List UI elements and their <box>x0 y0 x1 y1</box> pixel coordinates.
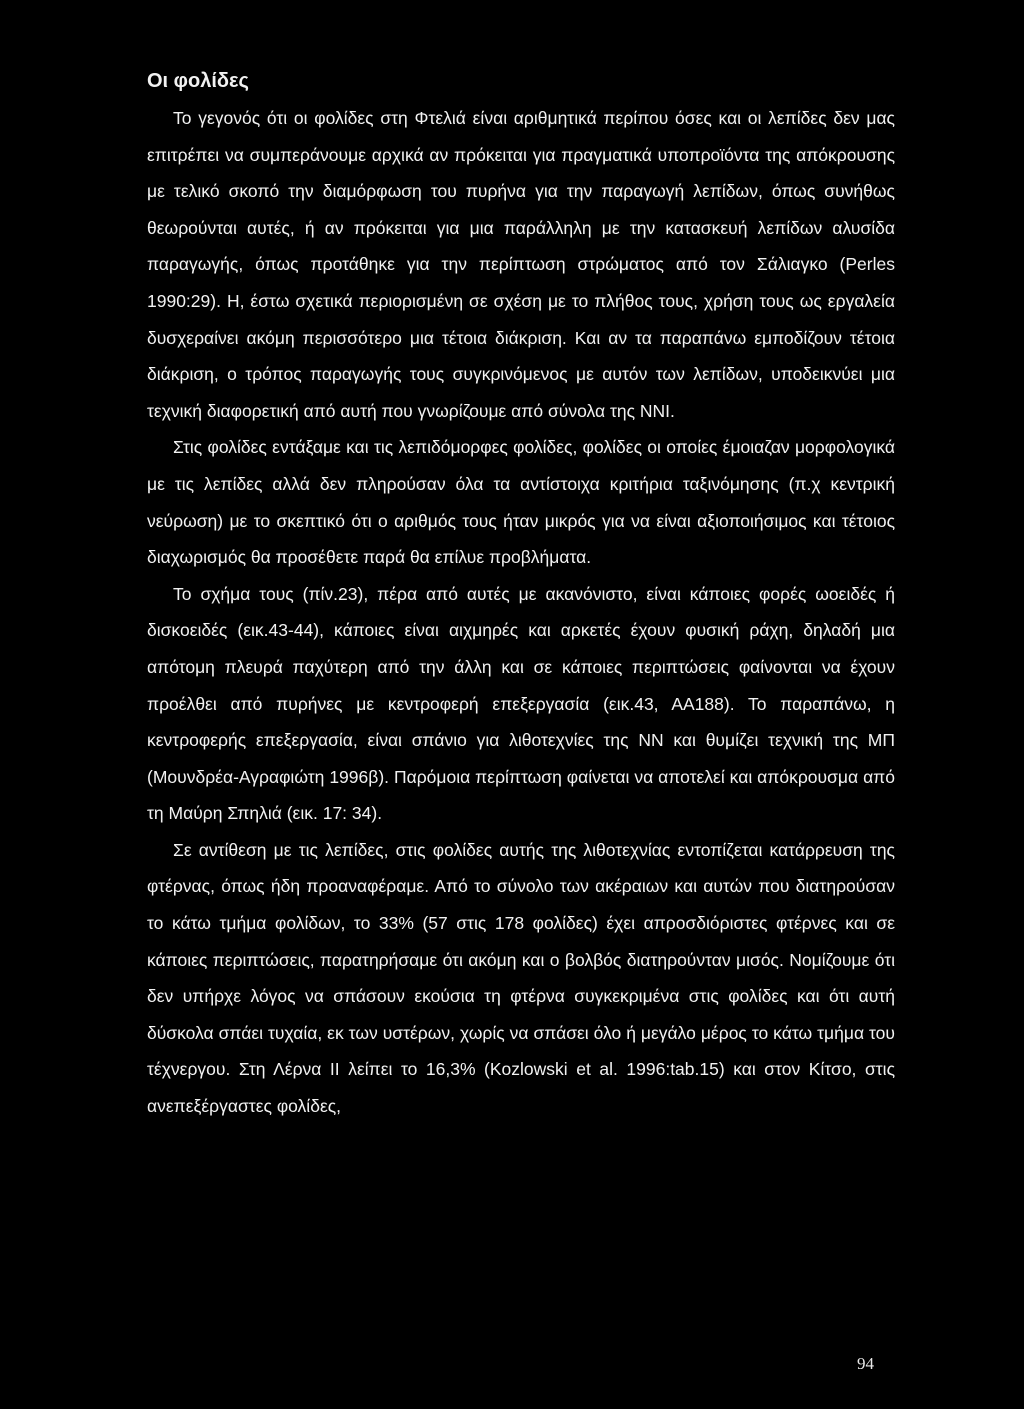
document-page <box>147 68 895 1125</box>
page-number: 94 <box>857 1354 874 1373</box>
paragraph-3: Το σχήμα τους (πίν.23), πέρα από αυτές με ακανόνιστο, είναι κάποιες φορές ωοειδές ή δισκοειδές (εικ.43-44), κάποιες είναι αιχμηρές και αρκετές έχουν φυσική ράχη, δηλαδή μια απότομη πλευρά παχύτερη από την άλλη και σε κάποιες περιπτώσεις φαίνονται να έχουν προέλθει από πυρήνες με κεντροφερή επεξεργασία (εικ.43, ΑΑ188). Το παραπάνω, η κεντροφερής επεξεργασία, είναι σπάνιο για λιθοτεχνίες της ΝΝ και θυμίζει τεχνική της ΜΠ (Μουνδρέα-Αγραφιώτη 1996β). Παρόμοια περίπτωση φαίνεται να αποτελεί και απόκρουσμα από τη Μαύρη Σπηλιά (εικ. 17: 34). <box>147 583 895 824</box>
paragraph-4: Σε αντίθεση με τις λεπίδες, στις φολίδες αυτής της λιθοτεχνίας εντοπίζεται κατάρρευση της φτέρνας, όπως ήδη προαναφέραμε. Από το σύνολο των ακέραιων και αυτών που διατηρούσαν το κάτω τμήμα φολίδων, το 33% (57 στις 178 φολίδες) έχει απροσδιόριστες φτέρνες και σε κάποιες περιπτώσεις, παρατηρήσαμε ότι ακόμη και ο βολβός διατηρούνταν μισός. Νομίζουμε ότι δεν υπήρχε λόγος να σπάσουν εκούσια τη φτέρνα συγκεκριμένα στις φολίδες και ότι αυτή δύσκολα σπάει τυχαία, εκ των υστέρων, χωρίς να σπάσει όλο ή μεγάλο μέρος το κάτω τμήμα του τέχνεργου. Στη Λέρνα ΙΙ λείπει το 16,3% (Kozlowski et al. 1996:tab.15) και στον Κίτσο, στις ανεπεξέργαστες φολίδες, <box>147 839 895 1117</box>
paragraph-2: Στις φολίδες εντάξαμε και τις λεπιδόμορφες φολίδες, φολίδες οι οποίες έμοιαζαν μορφολογικά με τις λεπίδες αλλά δεν πληρούσαν όλα τα αντίστοιχα κριτήρια ταξινόμησης (π.χ κεντρική νεύρωση) με το σκεπτικό ότι ο αριθμός τους ήταν μικρός για να είναι αξιοποιήσιμος και τέτοιος διαχωρισμός θα προσέθετε παρά θα επίλυε προβλήματα. <box>147 437 895 568</box>
section-heading: Οι φολίδες <box>147 70 249 92</box>
paragraph-1: Το γεγονός ότι οι φολίδες στη Φτελιά είναι αριθμητικά περίπου όσες και οι λεπίδες δεν μας επιτρέπει να συμπεράνουμε αρχικά αν πρόκειται για πραγματικά υποπροϊόντα της απόκρουσης με τελικό σκοπό την διαμόρφωση του πυρήνα για την παραγωγή λεπίδων, όπως συνήθως θεωρούνται αυτές, ή αν πρόκειται για μια παράλληλη με την κατασκευή λεπίδων αλυσίδα παραγωγής, όπως προτάθηκε για την περίπτωση στρώματος από τον Σάλιαγκο (Perles 1990:29). Η, έστω σχετικά περιορισμένη σε σχέση με το πλήθος τους, χρήση τους ως εργαλεία δυσχεραίνει ακόμη περισσότερο μια τέτοια διάκριση. Και αν τα παραπάνω εμποδίζουν τέτοια διάκριση, ο τρόπος παραγωγής τους συγκρινόμενος με αυτόν των λεπίδων, υποδεικνύει μια τεχνική διαφορετική από αυτή που γνωρίζουμε από σύνολα της ΝΝΙ. <box>147 108 895 421</box>
